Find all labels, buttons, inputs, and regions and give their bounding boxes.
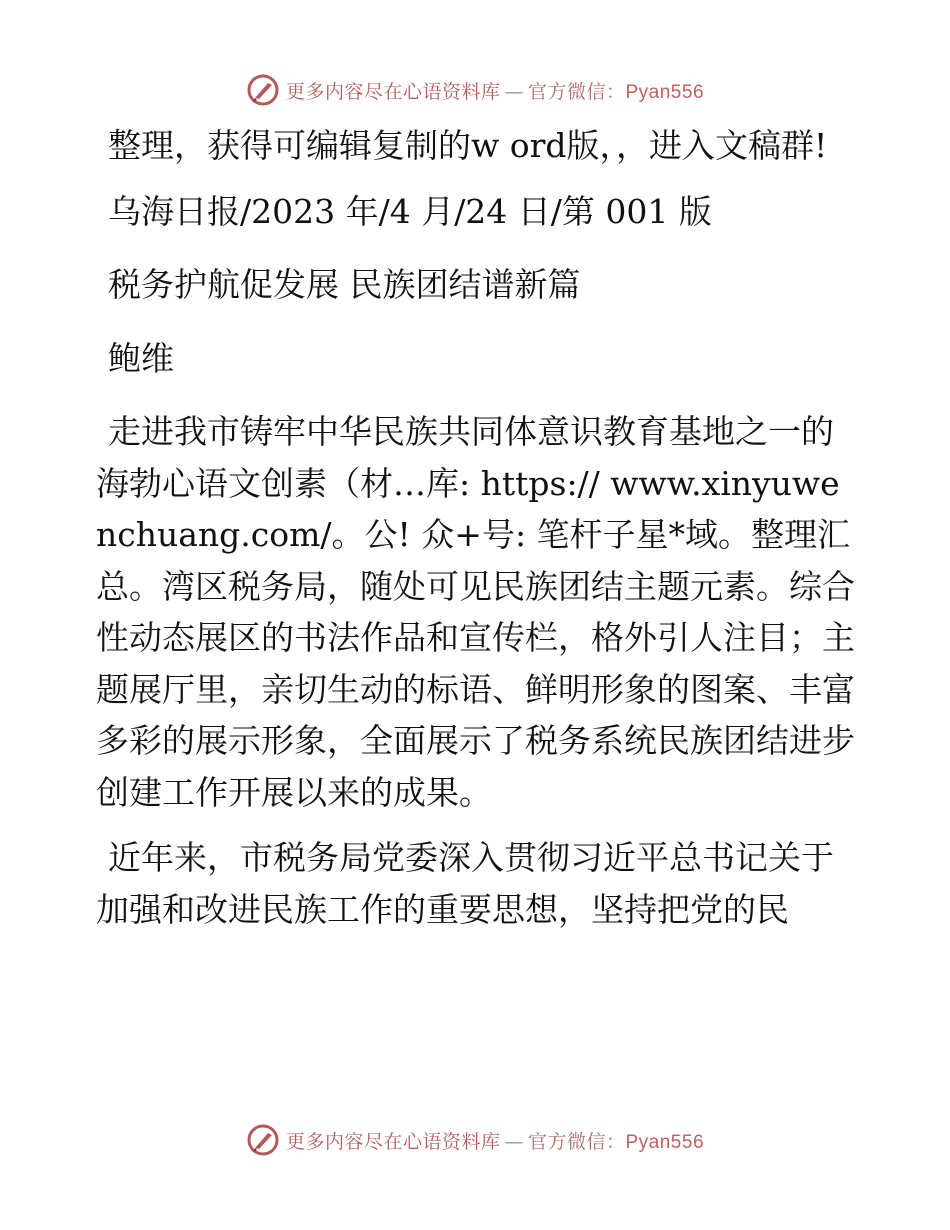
source-line: 乌海日报/2023 年/4 月/24 日/第 001 版 (108, 191, 712, 231)
banner-text (286, 1127, 704, 1154)
document-body (96, 120, 856, 935)
banner-site-text: 更多内容尽在心语资料库 (285, 80, 501, 103)
banner-text (286, 77, 704, 104)
header-banner (0, 70, 950, 110)
author: 鲍维 (108, 338, 174, 378)
banner-wechat-id: Pyan556 (625, 81, 705, 103)
quill-circle-icon (246, 73, 280, 107)
paragraph-2: 近年来，市税务局党委深入贯彻习近平总书记关于加强和改进民族工作的重要思想，坚持把党的民 (96, 838, 834, 929)
headline: 税务护航促发展 民族团结谱新篇 (108, 265, 581, 304)
banner-separator: — (504, 1130, 524, 1153)
banner-wechat-id: Pyan556 (625, 1131, 705, 1153)
intro-text: 整理，获得可编辑复制的w ord版，，进入文稿群! (108, 126, 828, 165)
paragraph-1: 走进我市铸牢中华民族共同体意识教育基地之一的海勃心语文创素（材…库: https:// www.xinyuwenchuang.com/。公! 众+号: 笔杆子星*域。整理汇总。湾区税务局，随处可见民族团结主题元素。综合性动态展区的书法作品和宣传栏，格外引人注目；主题展厅里，亲切生动的标语、鲜明形象的图案、丰富多彩的展示形象，全面展示了税务系统民族团结进步创建工作开展以来的成果。 (96, 412, 855, 812)
banner-wechat-label: 官方微信： (527, 80, 626, 103)
banner-wechat-label: 官方微信： (527, 1130, 626, 1153)
quill-circle-icon (246, 1123, 280, 1157)
footer-banner (0, 1120, 950, 1160)
banner-separator: — (504, 80, 524, 103)
banner-site-text: 更多内容尽在心语资料库 (285, 1130, 501, 1153)
